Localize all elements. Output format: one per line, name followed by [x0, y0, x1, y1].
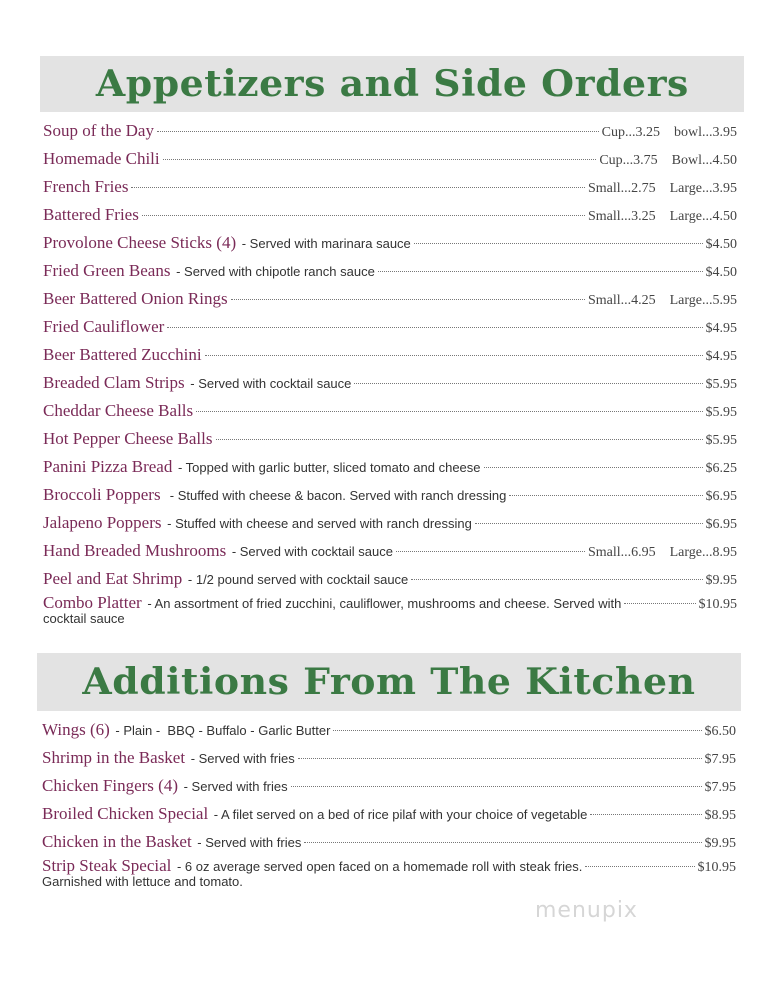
menu-item: [43, 369, 737, 397]
menu-item: [43, 285, 737, 313]
menu-item: [43, 117, 737, 145]
menu-item-prices: [706, 567, 738, 595]
dot-leader: [142, 215, 585, 216]
menu-item-price: $6.95: [705, 489, 737, 504]
dot-leader: [396, 551, 585, 552]
menu-item-description: - Served with chipotle ranch sauce: [172, 264, 375, 279]
menu-item-name: Beer Battered Onion Rings: [43, 289, 228, 308]
menu-item-price: $5.95: [705, 405, 737, 420]
dot-leader: [205, 355, 703, 356]
menu-item-price: Bowl...4.50: [671, 153, 737, 168]
menu-item-prices: [588, 175, 737, 203]
menu-item-name: Homemade Chili: [43, 149, 160, 168]
menu-item: [43, 257, 737, 285]
menu-item: [43, 453, 737, 481]
dot-leader: [216, 439, 703, 440]
watermark-logo: menupix: [535, 898, 638, 923]
menu-item-description: - Topped with garlic butter, sliced tomato and cheese: [174, 460, 481, 475]
menu-item: [43, 425, 737, 453]
menu-item-description: - Stuffed with cheese & bacon. Served with ranch dressing: [162, 488, 507, 503]
section-title: Appetizers and Side Orders: [95, 63, 689, 105]
menu-item-description: - An assortment of fried zucchini, cauliflower, mushrooms and cheese. Served with: [143, 596, 622, 611]
menu-item-prices: [706, 371, 738, 399]
section-banner-appetizers: [40, 56, 744, 112]
menu-item: [42, 716, 736, 744]
section-banner-kitchen: [37, 653, 741, 711]
menu-item-name: Combo Platter: [43, 593, 142, 612]
menu-item-description: - 1/2 pound served with cocktail sauce: [184, 572, 409, 587]
menu-item-name: Panini Pizza Bread: [43, 457, 173, 476]
dot-leader: [624, 603, 695, 604]
menu-item-description: - Served with fries: [179, 779, 288, 794]
menu-item-price: Large...5.95: [669, 293, 737, 308]
menu-item-name: Peel and Eat Shrimp: [43, 569, 183, 588]
dot-leader: [163, 159, 597, 160]
menu-item-price: bowl...3.95: [674, 125, 737, 140]
menu-item-price: $9.95: [704, 836, 736, 851]
menu-item-price: Small...2.75: [587, 181, 656, 196]
menu-item: [42, 856, 736, 889]
menu-item-name: Cheddar Cheese Balls: [43, 401, 194, 420]
menu-item-price: Small...6.95: [587, 545, 656, 560]
menu-item-name: French Fries: [43, 177, 129, 196]
menu-item-prices: [588, 287, 737, 315]
menu-item-name: Wings (6): [42, 720, 110, 739]
menu-item-prices: [698, 860, 737, 876]
menu-item-description: - Served with cocktail sauce: [186, 376, 352, 391]
menu-item-price: Large...3.95: [669, 181, 737, 196]
menu-item-name: Fried Cauliflower: [43, 317, 165, 336]
menu-item: [42, 800, 736, 828]
menu-item: [43, 229, 737, 257]
menu-item-price: $4.95: [705, 349, 737, 364]
menu-item-price: Large...4.50: [669, 209, 737, 224]
dot-leader: [585, 866, 694, 867]
menu-item-name: Broccoli Poppers: [43, 485, 161, 504]
menu-item-name: Breaded Clam Strips: [43, 373, 185, 392]
menu-item-prices: [706, 427, 738, 455]
menu-item-price: $7.95: [704, 752, 736, 767]
menu-item-prices: [588, 203, 737, 231]
menu-item: [43, 341, 737, 369]
menu-item-prices: [705, 774, 737, 802]
menu-item-description: - Served with cocktail sauce: [228, 544, 393, 559]
menu-item-prices: [706, 315, 738, 343]
menu-item-name: Chicken in the Basket: [42, 832, 192, 851]
menu-item-description: - Served with fries: [193, 835, 302, 850]
menu-item-price: $4.50: [705, 237, 737, 252]
menu-item-price: $4.50: [705, 265, 737, 280]
menu-item: [43, 145, 737, 173]
menu-item-price: $7.95: [704, 780, 736, 795]
dot-leader: [484, 467, 703, 468]
dot-leader: [354, 383, 702, 384]
dot-leader: [131, 187, 584, 188]
dot-leader: [411, 579, 702, 580]
menu-item-name: Beer Battered Zucchini: [43, 345, 202, 364]
menu-item-price: $4.95: [705, 321, 737, 336]
menu-item: [43, 313, 737, 341]
menu-item-price: Small...3.25: [587, 209, 656, 224]
menu-item-prices: [706, 343, 738, 371]
menu-item-description-continued: cocktail sauce: [43, 611, 125, 626]
menu-item: [43, 201, 737, 229]
dot-leader: [590, 814, 701, 815]
menu-item-price: $6.25: [705, 461, 737, 476]
dot-leader: [298, 758, 702, 759]
dot-leader: [333, 730, 701, 731]
menu-item-price: $5.95: [705, 377, 737, 392]
menu-item: [43, 173, 737, 201]
menu-item-name: Provolone Cheese Sticks (4): [43, 233, 237, 252]
menu-item-description: - Served with marinara sauce: [238, 236, 411, 251]
menu-item: [43, 481, 737, 509]
menu-item-prices: [602, 119, 737, 147]
menu-item-prices: [705, 718, 737, 746]
menu-item-price: Large...8.95: [669, 545, 737, 560]
dot-leader: [231, 299, 585, 300]
menu-item-name: Jalapeno Poppers: [43, 513, 162, 532]
menu-item-prices: [705, 830, 737, 858]
dot-leader: [167, 327, 702, 328]
menu-item-prices: [699, 597, 738, 613]
dot-leader: [291, 786, 702, 787]
dot-leader: [509, 495, 702, 496]
dot-leader: [414, 243, 703, 244]
menu-item-name: Shrimp in the Basket: [42, 748, 186, 767]
menu-item: [43, 565, 737, 593]
menu-item: [43, 397, 737, 425]
menu-item-prices: [705, 746, 737, 774]
menu-list-appetizers: [43, 117, 737, 626]
menu-item-prices: [588, 539, 737, 567]
menu-item: [42, 744, 736, 772]
menu-item-prices: [706, 399, 738, 427]
dot-leader: [378, 271, 703, 272]
menu-item: [43, 509, 737, 537]
menu-item-prices: [706, 455, 738, 483]
dot-leader: [196, 411, 702, 412]
menu-item-prices: [599, 147, 737, 175]
menu-item-name: Strip Steak Special: [42, 856, 172, 875]
menu-item-description-continued: Garnished with lettuce and tomato.: [42, 874, 243, 889]
menu-item-price: $10.95: [697, 860, 736, 875]
menu-item-description: - 6 oz average served open faced on a homemade roll with steak fries.: [173, 859, 583, 874]
menu-item: [42, 772, 736, 800]
menu-item: [43, 537, 737, 565]
dot-leader: [157, 131, 599, 132]
menu-item: [42, 828, 736, 856]
menu-item-prices: [706, 231, 738, 259]
menu-item-name: Broiled Chicken Special: [42, 804, 209, 823]
dot-leader: [475, 523, 703, 524]
menu-item-prices: [706, 511, 738, 539]
menu-item-name: Hand Breaded Mushrooms: [43, 541, 227, 560]
menu-item-price: $9.95: [705, 573, 737, 588]
menu-item-prices: [706, 483, 738, 511]
dot-leader: [304, 842, 701, 843]
menu-item-price: Cup...3.25: [601, 125, 660, 140]
menu-item-price: $6.95: [705, 517, 737, 532]
menu-item: [43, 593, 737, 626]
menu-item-description: - A filet served on a bed of rice pilaf with your choice of vegetable: [210, 807, 588, 822]
menu-item-description: - Plain - BBQ - Buffalo - Garlic Butter: [111, 723, 331, 738]
section-title: Additions From The Kitchen: [82, 661, 696, 703]
menu-item-name: Chicken Fingers (4): [42, 776, 178, 795]
menu-item-price: $10.95: [698, 597, 737, 612]
menu-item-prices: [705, 802, 737, 830]
menu-item-price: $5.95: [705, 433, 737, 448]
menu-item-description: - Stuffed with cheese and served with ranch dressing: [163, 516, 472, 531]
menu-item-name: Soup of the Day: [43, 121, 154, 140]
menu-item-price: $8.95: [704, 808, 736, 823]
menu-item-name: Fried Green Beans: [43, 261, 171, 280]
menu-item-name: Hot Pepper Cheese Balls: [43, 429, 213, 448]
menu-item-price: $6.50: [704, 724, 736, 739]
menu-item-prices: [706, 259, 738, 287]
menu-item-description: - Served with fries: [187, 751, 295, 766]
menu-item-price: Cup...3.75: [599, 153, 658, 168]
menu-list-kitchen: [42, 716, 736, 889]
menu-item-name: Battered Fries: [43, 205, 139, 224]
menu-item-price: Small...4.25: [587, 293, 656, 308]
